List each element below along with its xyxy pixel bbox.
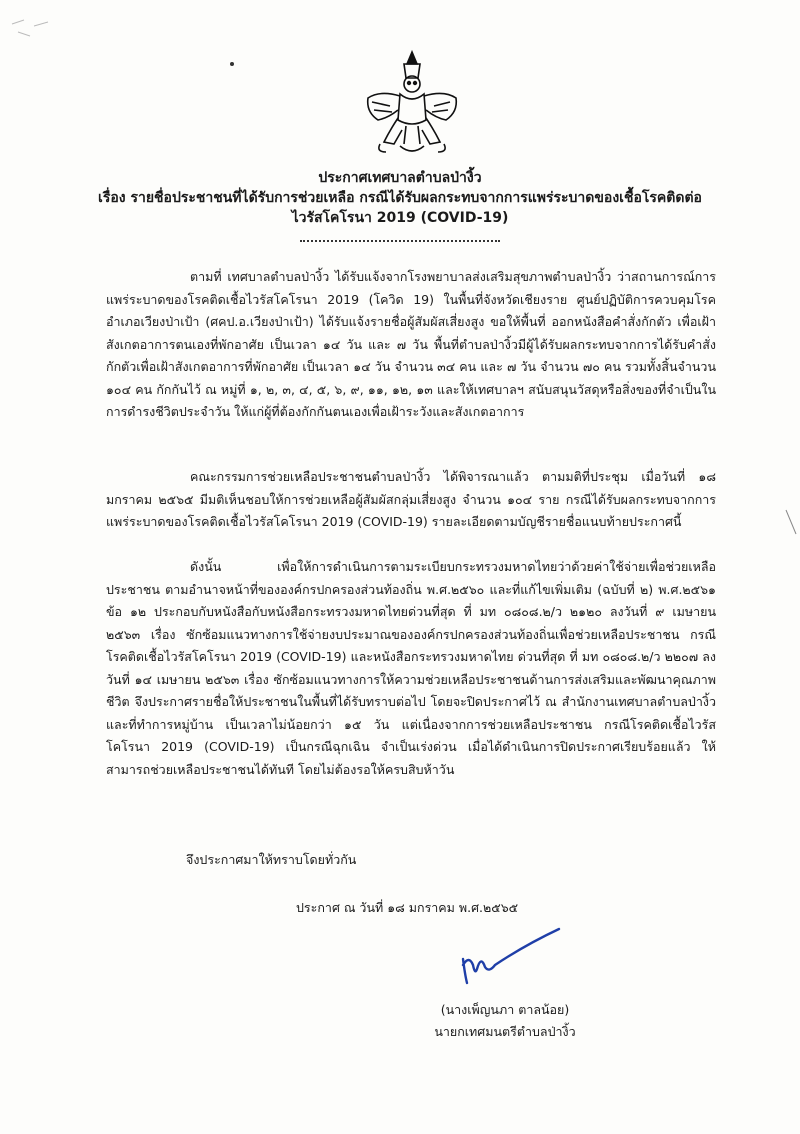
- garuda-emblem-icon: [360, 48, 464, 160]
- scan-speck: [784, 508, 800, 538]
- scan-speck: [228, 60, 236, 68]
- date-line: ประกาศ ณ วันที่ ๑๘ มกราคม พ.ศ.๒๕๖๕: [296, 900, 519, 915]
- dotted-separator: [300, 240, 500, 242]
- subject-line-2: ไวรัสโคโรนา 2019 (COVID-19): [291, 210, 509, 226]
- paragraph-1: ตามที่ เทศบาลตำบลป่างิ้ว ได้รับแจ้งจากโรงพยาบาลส่งเสริมสุขภาพตำบลป่างิ้ว ว่าสถานการณ์การแพร่ระบาดของโรคติดเชื้อไวรัสโคโรนา 2019 (โควิด 19) ในพื้นที่จังหวัดเชียงราย ศูนย์ปฏิบัติการควบคุมโรคอำเภอเวียงป่าเป้า (ศคป.อ.เวียงป่าเป้า) ได้รับแจ้งรายชื่อผู้สัมผัสเสี่ยงสูง ขอให้พื้นที่ ออกหนังสือคำสั่งกักตัว เพื่อเฝ้าสังเกตอาการตนเองที่พักอาศัย เป็นเวลา ๑๔ วัน และ ๗ วัน พื้นที่ตำบลป่างิ้วมีผู้ได้รับผลกระทบจากการได้รับคำสั่งกักตัวเพื่อเฝ้าสังเกตอาการที่พักอาศัย เป็นเวลา ๑๔ วัน จำนวน ๓๔ คน และ ๗ วัน จำนวน ๗๐ คน รวมทั้งสิ้นจำนวน ๑๐๔ คน กักกันไว้ ณ หมู่ที่ ๑, ๒, ๓, ๔, ๕, ๖, ๙, ๑๑, ๑๒, ๑๓ และให้เทศบาลฯ สนับสนุนวัสดุหรือสิ่งของที่จำเป็นในการดำรงชีวิตประจำวัน ให้แก่ผู้ที่ต้องกักกันตนเองเพื่อเฝ้าระวังและสังเกตอาการ: [106, 269, 716, 419]
- announcement-title: ประกาศเทศบาลตำบลป่างิ้ว: [318, 170, 482, 186]
- signature-icon: [455, 925, 565, 987]
- subject-line-1: เรื่อง รายชื่อประชาชนที่ได้รับการช่วยเหลือ กรณีได้รับผลกระทบจากการแพร่ระบาดของเชื้อโรคติดต่อ: [98, 190, 702, 206]
- scan-speck: [8, 18, 54, 58]
- signer-title: นายกเทศมนตรีตำบลป่างิ้ว: [434, 1024, 576, 1039]
- signer-name: (นางเพ็ญนภา ตาลน้อย): [440, 1002, 570, 1017]
- paragraph-2: คณะกรรมการช่วยเหลือประชาชนตำบลป่างิ้ว ได้พิจารณาแล้ว ตามมติที่ประชุม เมื่อวันที่ ๑๘ มกราคม ๒๕๖๕ มีมติเห็นชอบให้การช่วยเหลือผู้สัมผัสกลุ่มเสี่ยงสูง จำนวน ๑๐๔ ราย กรณีได้รับผลกระทบจากการแพร่ระบาดของโรคติดเชื้อไวรัสโคโรนา 2019 (COVID-19) รายละเอียดตามบัญชีรายชื่อแนบท้ายประกาศนี้: [106, 469, 716, 529]
- proclamation-line: จึงประกาศมาให้ทราบโดยทั่วกัน: [186, 852, 357, 867]
- paragraph-3: ดังนั้น เพื่อให้การดำเนินการตามระเบียบกระทรวงมหาดไทยว่าด้วยค่าใช้จ่ายเพื่อช่วยเหลือประชาชน ตามอำนาจหน้าที่ขององค์กรปกครองส่วนท้องถิ่น พ.ศ.๒๕๖๐ และที่แก้ไขเพิ่มเติม (ฉบับที่ ๒) พ.ศ.๒๕๖๑ ข้อ ๑๒ ประกอบกับหนังสือกับหนังสือกระทรวงมหาดไทยด่วนที่สุด ที่ มท ๐๘๐๘.๒/ว ๒๑๒๐ ลงวันที่ ๙ เมษายน ๒๕๖๓ เรื่อง ซักซ้อมแนวทางการใช้จ่ายงบประมาณขององค์กรปกครองส่วนท้องถิ่นเพื่อช่วยเหลือประชาชน กรณีโรคติดเชื้อไวรัสโคโรนา 2019 (COVID-19) และหนังสือกระทรวงมหาดไทย ด่วนที่สุด ที่ มท ๐๘๐๘.๒/ว ๒๒๐๗ ลงวันที่ ๑๔ เมษายน ๒๕๖๓ เรื่อง ซักซ้อมแนวทางการให้ความช่วยเหลือประชาชนด้านการส่งเสริมและพัฒนาคุณภาพชีวิต จึงประกาศรายชื่อให้ประชาชนในพื้นที่ได้รับทราบต่อไป โดยจะปิดประกาศไว้ ณ สำนักงานเทศบาลตำบลป่างิ้ว และที่ทำการหมู่บ้าน เป็นเวลาไม่น้อยกว่า ๑๕ วัน แต่เนื่องจากการช่วยเหลือประชาชน กรณีโรคติดเชื้อไวรัสโคโรนา 2019 (COVID-19) เป็นกรณีฉุกเฉิน จำเป็นเร่งด่วน เมื่อได้ดำเนินการปิดประกาศเรียบร้อยแล้ว ให้สามารถช่วยเหลือประชาชนได้ทันที โดยไม่ต้องรอให้ครบสิบห้าวัน: [106, 559, 716, 777]
